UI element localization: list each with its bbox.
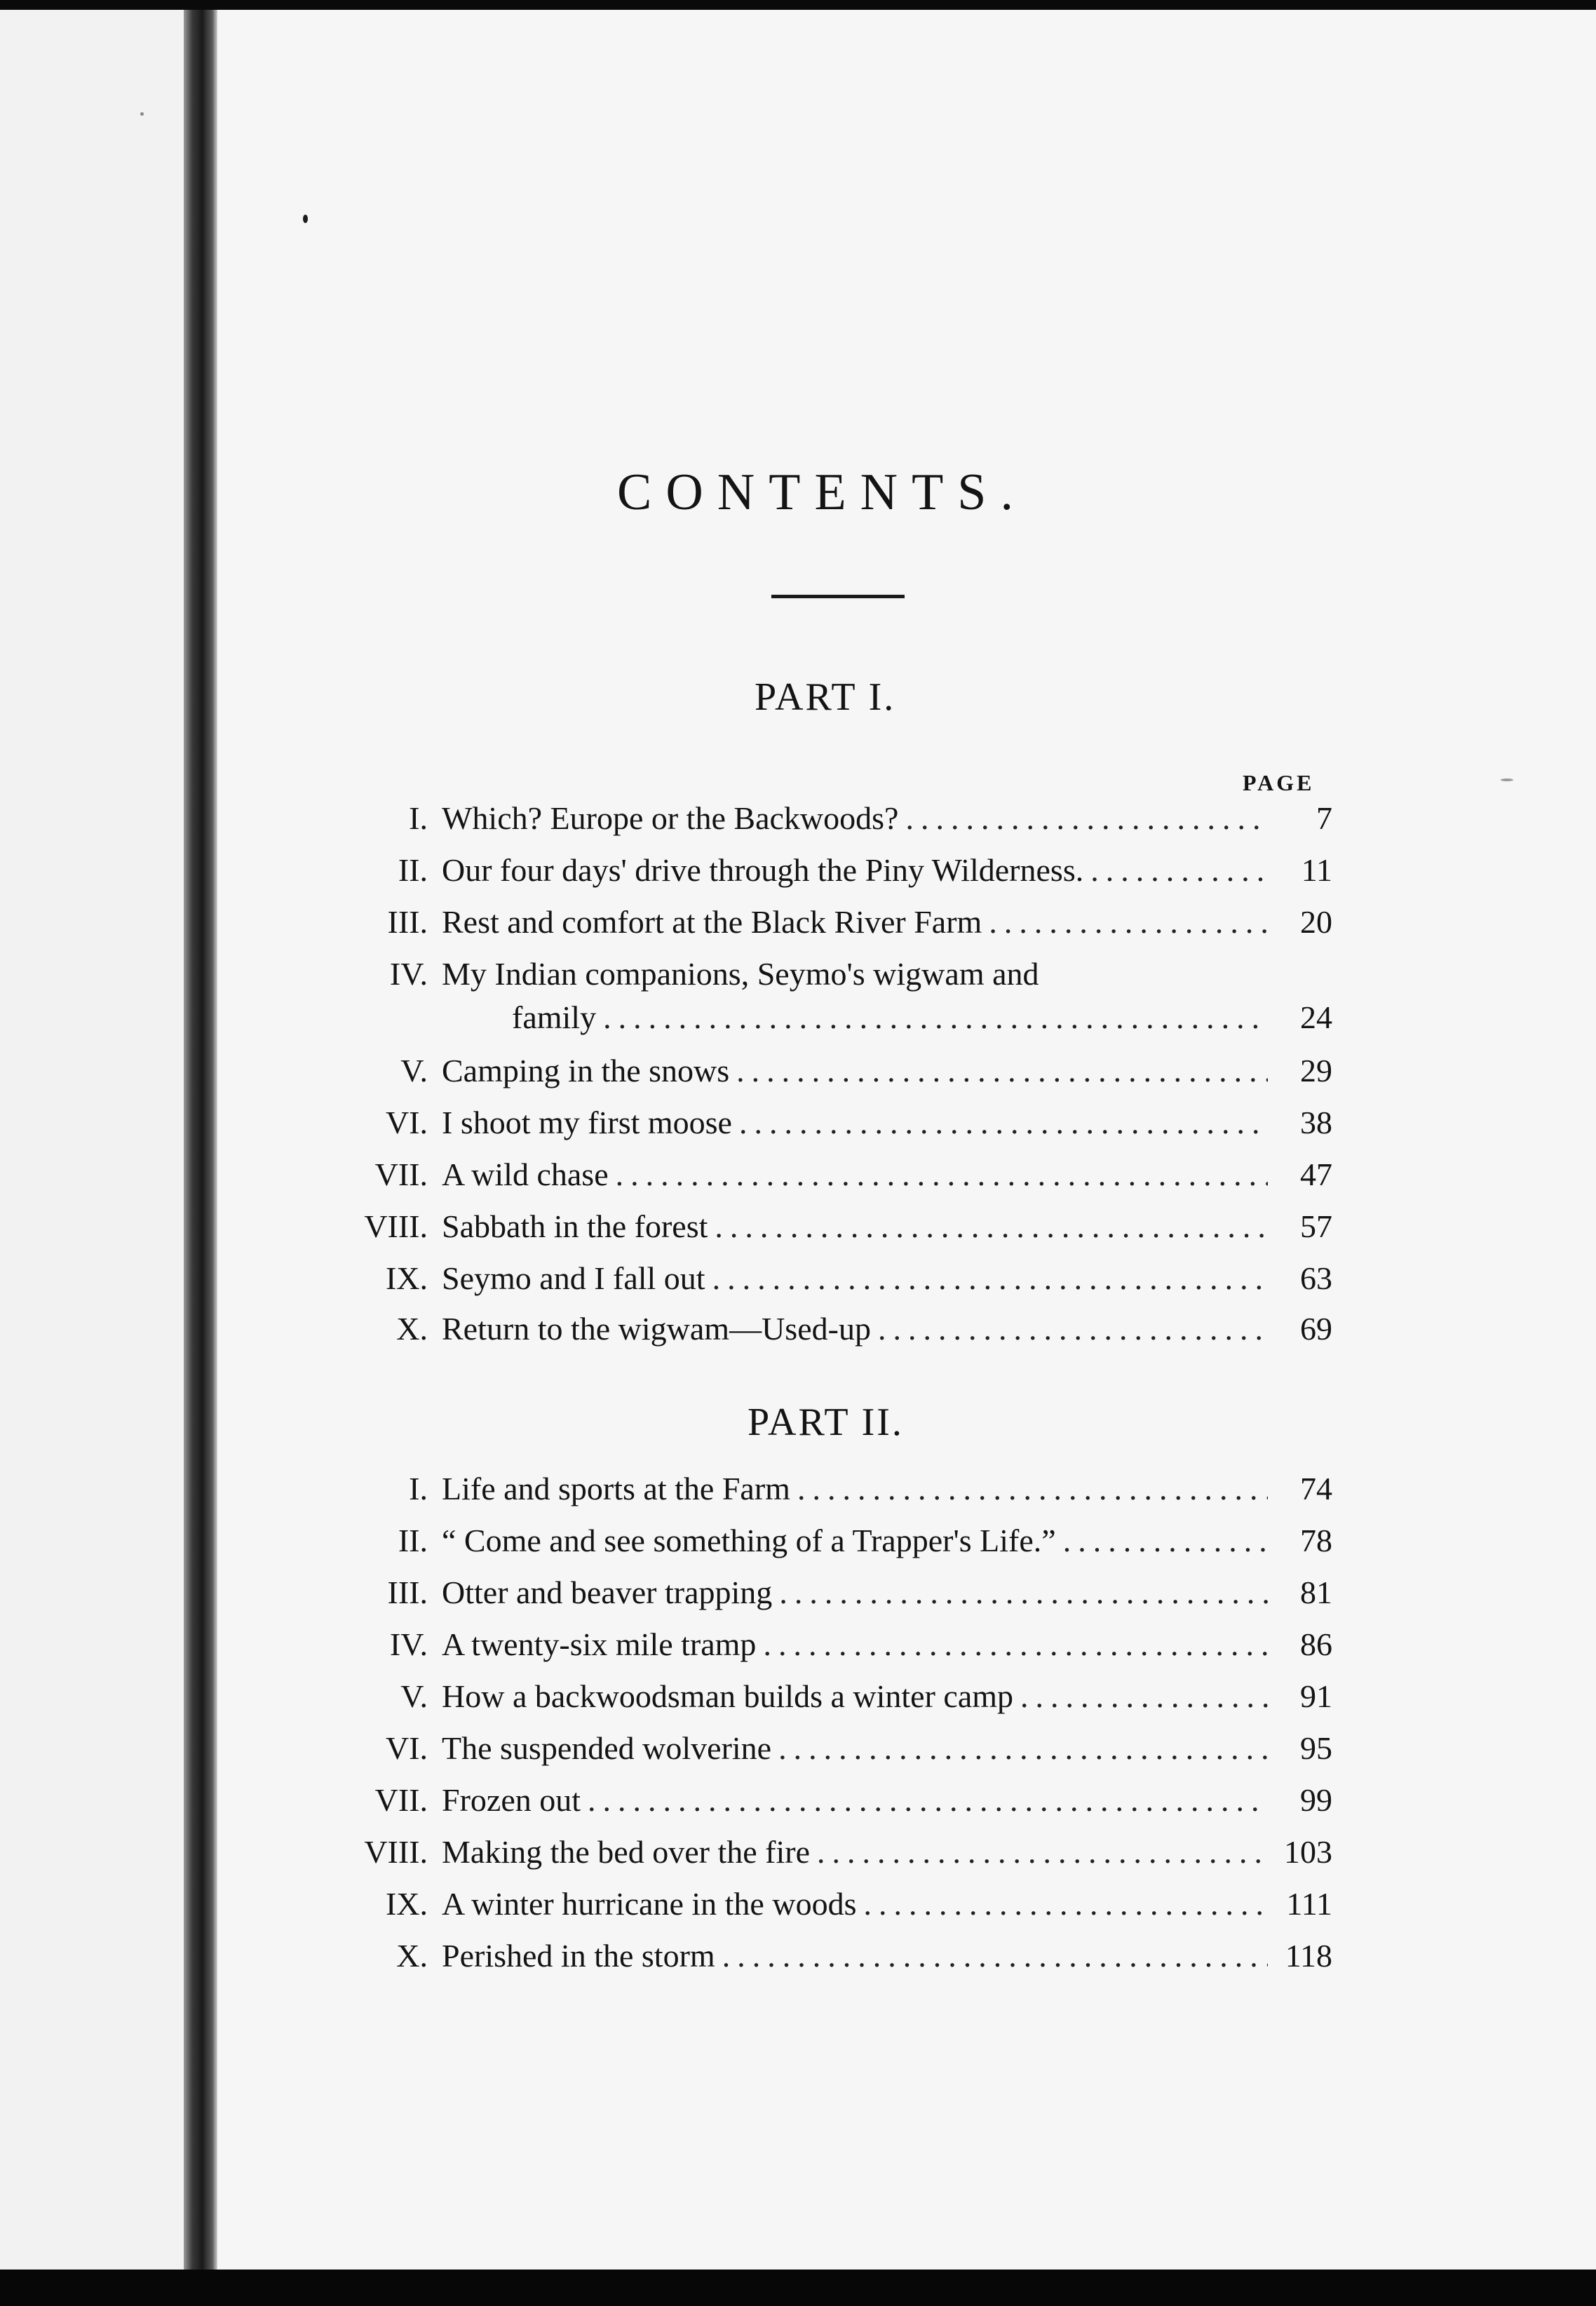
chapter-numeral: III. [387,904,428,940]
toc-entry[interactable] [337,903,1332,948]
page-number: 103 [1284,1834,1332,1870]
page-number: 57 [1300,1208,1332,1244]
dot-leader [588,1781,1268,1819]
toc-entry[interactable] [337,851,1332,896]
toc-entry[interactable] [337,1574,1332,1619]
toc-entry[interactable] [337,1522,1332,1567]
toc-entry[interactable] [337,800,1332,844]
page-number: 74 [1300,1471,1332,1506]
toc-entry[interactable] [337,1310,1332,1355]
toc-entry[interactable] [337,1626,1332,1671]
chapter-title: A wild chase [442,1157,609,1192]
chapter-numeral: X. [396,1311,428,1347]
toc-entry[interactable] [337,955,1332,1000]
page-number: 111 [1286,1886,1332,1922]
title-rule [771,595,905,598]
scan-speck [140,112,144,116]
page-number: 63 [1300,1260,1332,1296]
toc-entry[interactable] [337,1156,1332,1201]
chapter-title: The suspended wolverine [442,1730,772,1766]
dot-leader [712,1260,1268,1297]
chapter-numeral: VI. [385,1730,428,1766]
chapter-numeral: IX. [385,1886,428,1922]
chapter-numeral: IV. [389,1626,428,1662]
chapter-title: Our four days' drive through the Piny Wilderness. [442,852,1084,888]
page-number: 38 [1300,1105,1332,1140]
dot-leader [779,1574,1268,1611]
chapter-title: A winter hurricane in the woods [442,1886,857,1922]
scan-speck [303,215,308,223]
chapter-numeral: VIII. [364,1834,428,1870]
facing-page [0,10,184,2270]
chapter-title: Otter and beaver trapping [442,1575,773,1610]
chapter-title: Return to the wigwam—Used-up [442,1311,871,1347]
chapter-numeral: IX. [385,1260,428,1296]
page-number: 81 [1300,1575,1332,1610]
chapter-numeral: I. [409,1471,428,1506]
dot-leader [739,1104,1268,1141]
page-column-label: PAGE [1243,770,1315,795]
chapter-title: Which? Europe or the Backwoods? [442,800,899,836]
toc-entry[interactable] [337,1729,1332,1774]
scan-top-edge [0,0,1596,10]
chapter-title: Seymo and I fall out [442,1260,705,1296]
dot-leader [989,903,1268,940]
chapter-title: Perished in the storm [442,1938,715,1974]
toc-entry-continuation[interactable] [337,999,1332,1044]
dot-leader [878,1310,1268,1347]
dot-leader [603,999,1268,1036]
dot-leader [863,1885,1268,1922]
dot-leader [722,1937,1268,1974]
dot-leader [736,1052,1268,1089]
chapter-numeral: X. [396,1938,428,1974]
toc-entry[interactable] [337,1781,1332,1826]
dot-leader [778,1729,1268,1767]
page-number: 69 [1300,1311,1332,1347]
dot-leader [715,1208,1268,1245]
part-heading: PART I. [755,675,896,719]
page-number: 95 [1300,1730,1332,1766]
chapter-title: A twenty-six mile tramp [442,1626,757,1662]
chapter-title: How a backwoodsman builds a winter camp [442,1678,1014,1714]
chapter-title: My Indian companions, Seymo's wigwam and [442,956,1039,992]
chapter-numeral: VIII. [364,1208,428,1244]
chapter-title: Camping in the snows [442,1053,730,1088]
toc-entry[interactable] [337,1937,1332,1982]
dot-leader [1090,851,1268,889]
part-heading: PART II. [748,1401,904,1444]
chapter-title: Life and sports at the Farm [442,1471,790,1506]
toc-entry[interactable] [337,1260,1332,1304]
page-number: 47 [1300,1157,1332,1192]
page-number: 20 [1300,904,1332,940]
chapter-title: Sabbath in the forest [442,1208,708,1244]
chapter-numeral: V. [400,1053,428,1088]
chapter-numeral: IV. [389,956,428,992]
toc-entry[interactable] [337,1678,1332,1722]
chapter-title-continuation: family [512,999,597,1035]
dot-leader [1020,1678,1268,1715]
chapter-numeral: V. [400,1678,428,1714]
page-number: 11 [1301,852,1332,888]
toc-entry[interactable] [337,1833,1332,1878]
page-number: 91 [1300,1678,1332,1714]
toc-entry[interactable] [337,1885,1332,1930]
scan-bottom-edge [0,2270,1596,2306]
chapter-title: Frozen out [442,1782,581,1818]
toc-entry[interactable] [337,1052,1332,1097]
dot-leader [1063,1522,1268,1559]
chapter-title: I shoot my first moose [442,1105,732,1140]
chapter-numeral: II. [398,1523,428,1558]
page-number: 78 [1300,1523,1332,1558]
page-number: 7 [1316,800,1332,836]
page-title: CONTENTS. [617,464,1027,521]
chapter-title: “ Come and see something of a Trapper's Life.” [442,1523,1056,1558]
toc-entry[interactable] [337,1208,1332,1253]
scan-speck [1501,778,1513,781]
dot-leader [817,1833,1268,1870]
dot-leader [905,800,1268,837]
page-number: 29 [1300,1053,1332,1088]
dot-leader [797,1470,1268,1507]
book-gutter [184,10,217,2270]
toc-entry[interactable] [337,1104,1332,1149]
dot-leader [763,1626,1268,1663]
chapter-numeral: I. [409,800,428,836]
chapter-title: Making the bed over the fire [442,1834,810,1870]
page-number: 99 [1300,1782,1332,1818]
dot-leader [616,1156,1268,1193]
chapter-numeral: VII. [374,1782,428,1818]
page-number: 24 [1300,999,1332,1035]
chapter-numeral: II. [398,852,428,888]
chapter-numeral: VII. [374,1157,428,1192]
chapter-numeral: VI. [385,1105,428,1140]
page-number: 118 [1285,1938,1332,1974]
chapter-title: Rest and comfort at the Black River Farm [442,904,982,940]
page-number: 86 [1300,1626,1332,1662]
chapter-numeral: III. [387,1575,428,1610]
toc-entry[interactable] [337,1470,1332,1515]
